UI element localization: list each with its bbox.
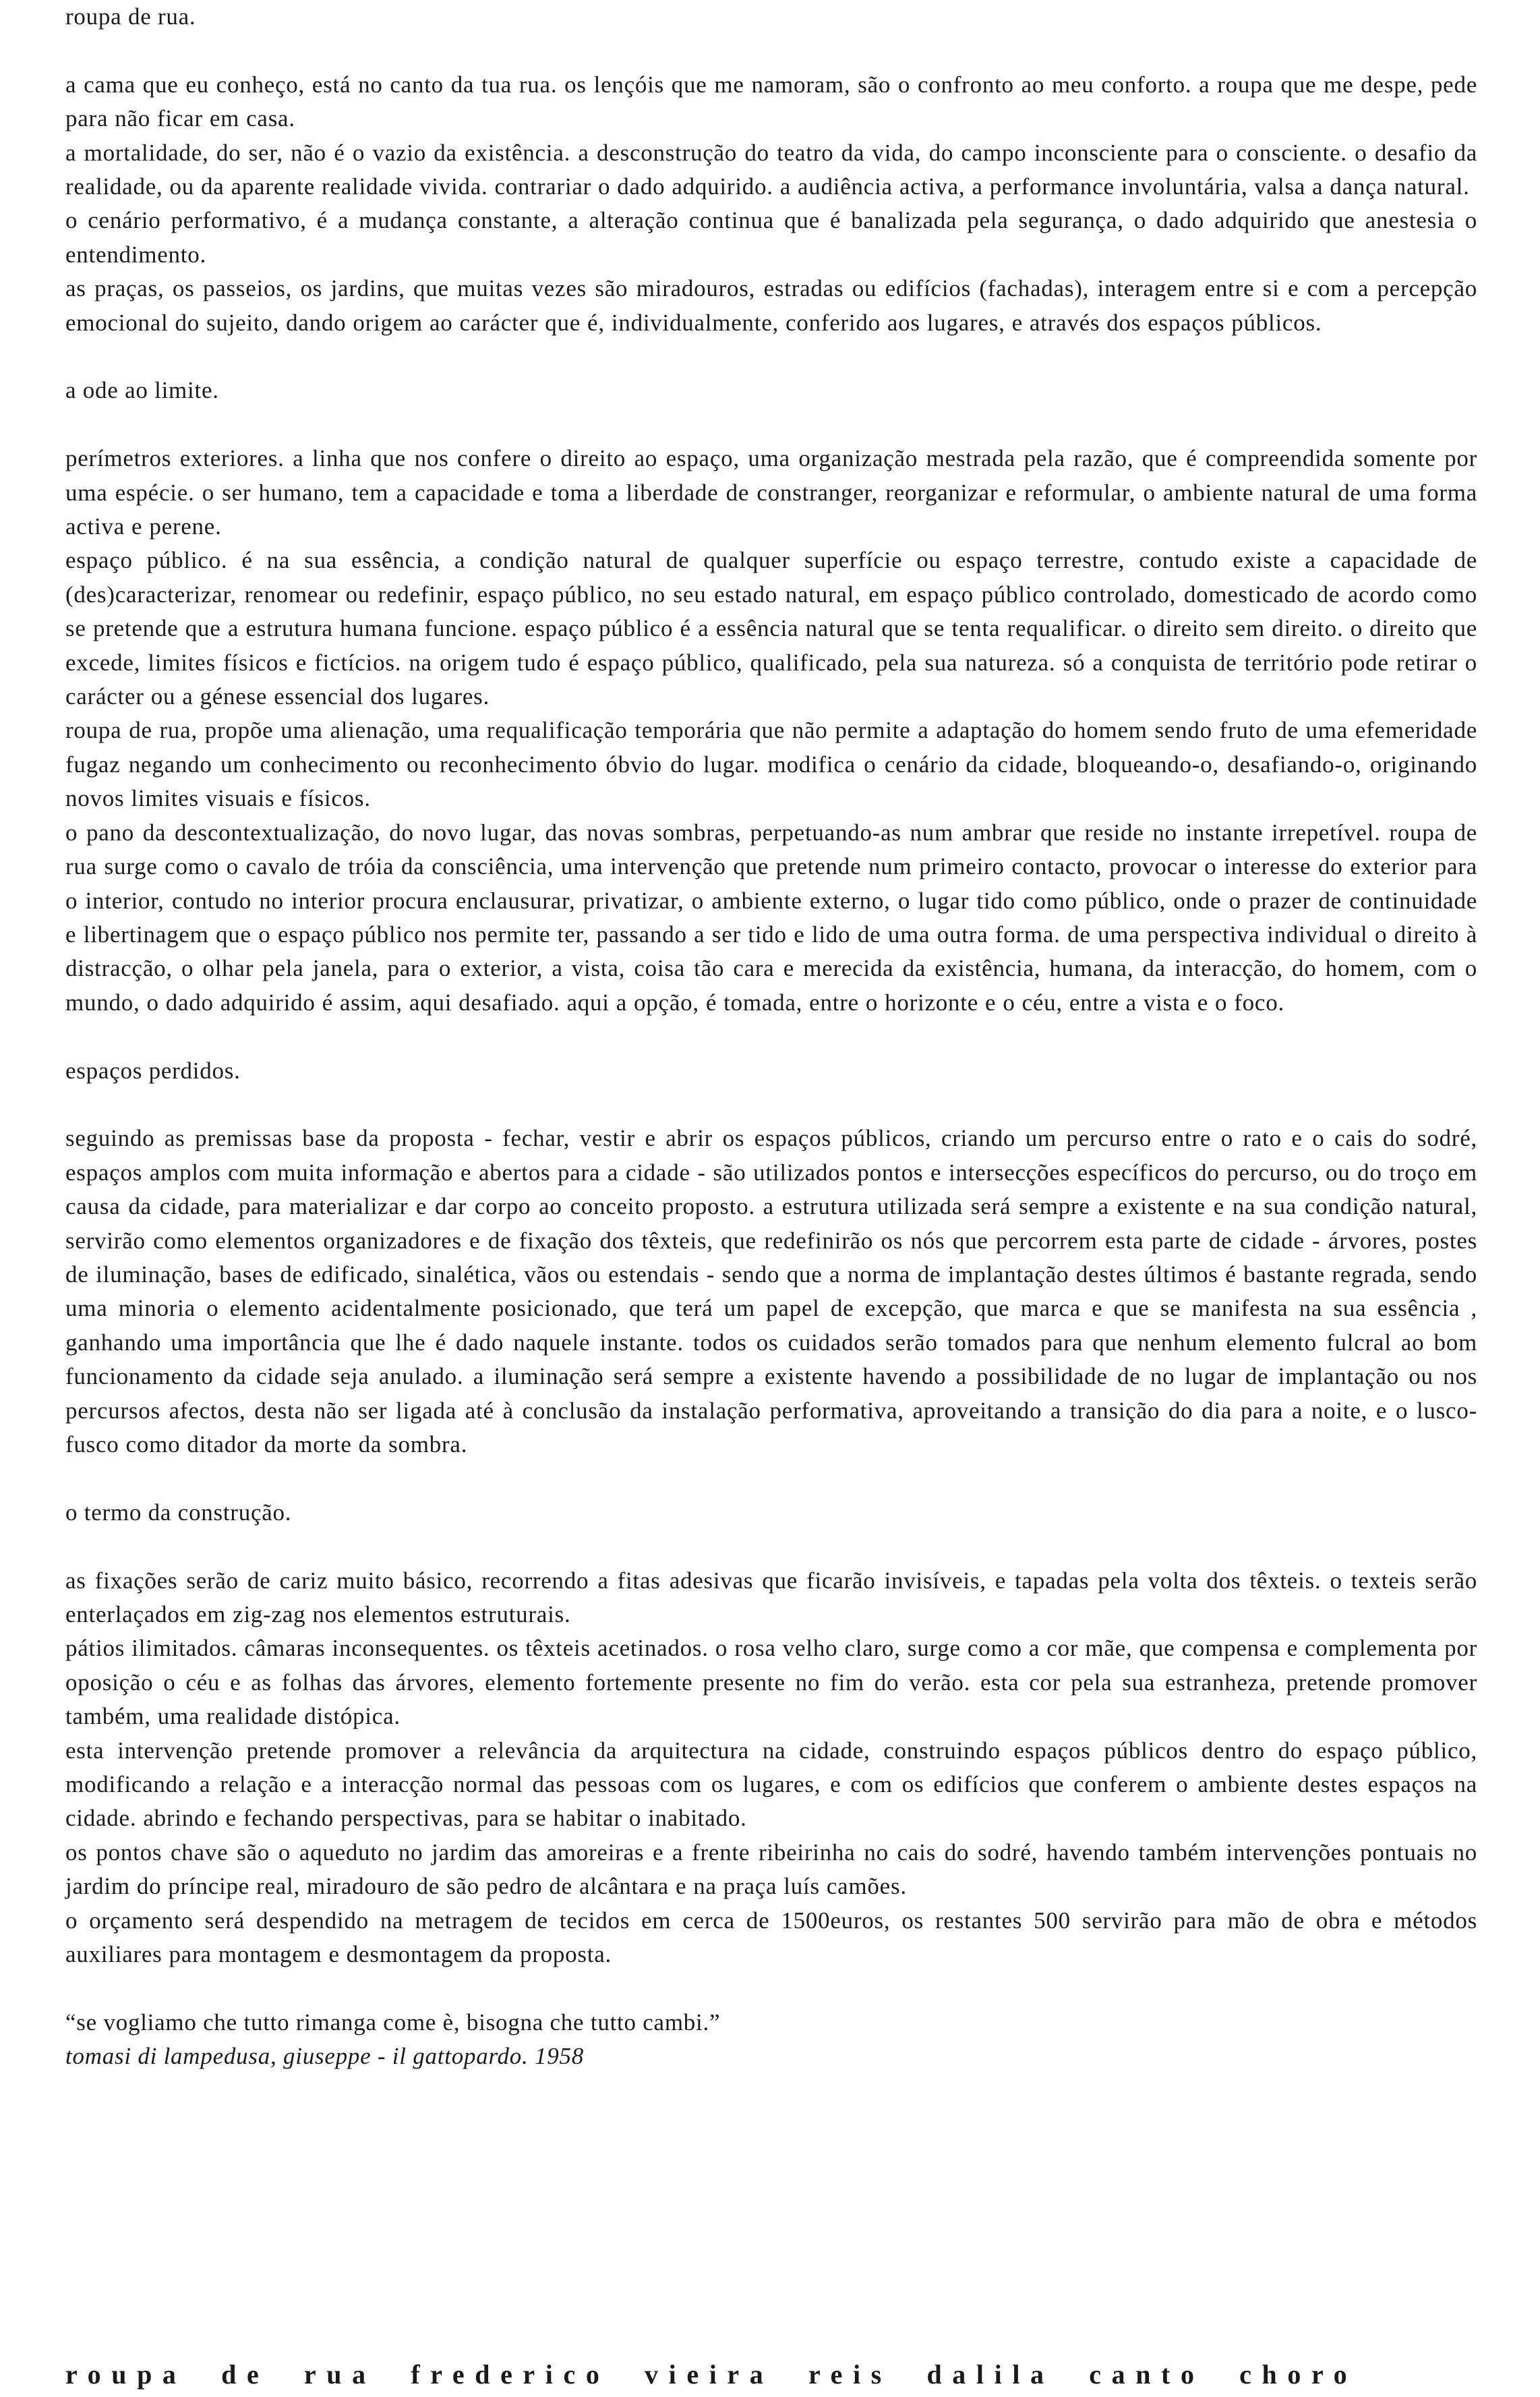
paragraph: o cenário performativo, é a mudança constante, a alteração continua que é banalizada pela segurança, o dado adquirido que anestesia o entendimento.: [65, 207, 1477, 268]
paragraph-gap: [65, 1530, 1477, 1563]
epigraph-quote: “se vogliamo che tutto rimanga come è, bisogna che tutto cambi.”: [65, 2009, 721, 2035]
paragraph: as praças, os passeios, os jardins, que muitas vezes são miradouros, estradas ou edifícios (fachadas), interagem entre si e com a percepção emocional do sujeito, dando origem ao carácter que é, individualmente, conferido aos lugares, e através dos espaços públicos.: [65, 275, 1477, 336]
epigraph-attribution: tomasi di lampedusa, giuseppe - il gattopardo. 1958: [65, 2043, 585, 2070]
section-heading-espacos-perdidos: espaços perdidos.: [65, 1057, 241, 1084]
paragraph: a cama que eu conheço, está no canto da tua rua. os lençóis que me namoram, são o confronto ao meu conforto. a roupa que me despe, pede para não ficar em casa.: [65, 71, 1477, 132]
paragraph: o orçamento será despendido na metragem de tecidos em cerca de 1500euros, os restantes 500 servirão para mão de obra e métodos auxiliares para montagem e desmontagem da proposta.: [65, 1907, 1477, 1968]
paragraph: os pontos chave são o aqueduto no jardim das amoreiras e a frente ribeirinha no cais do sodré, havendo também intervenções pontuais no jardim do príncipe real, miradouro de são pedro de alcântara e na praça luís camões.: [65, 1839, 1477, 1900]
paragraph: as fixações serão de cariz muito básico, recorrendo a fitas adesivas que ficarão invisíveis, e tapadas pela volta dos têxteis. o texteis serão enterlaçados em zig-zag nos elementos estruturais.: [65, 1567, 1477, 1627]
paragraph-gap: [65, 1088, 1477, 1122]
paragraph: perímetros exteriores. a linha que nos confere o direito ao espaço, uma organização mestrada pela razão, que é compreendida somente por uma espécie. o ser humano, tem a capacidade e toma a liberdade de constranger, reorganizar e reformular, o ambiente natural de uma forma activa e perene.: [65, 445, 1477, 540]
section-heading-ode-ao-limite: a ode ao limite.: [65, 377, 219, 404]
paragraph: o pano da descontextualização, do novo lugar, das novas sombras, perpetuando-as num ambrar que reside no instante irrepetível. roupa de rua surge como o cavalo de tróia da consciência, uma intervenção que pretende num primeiro contacto, provocar o interesse do exterior para o interior, contudo no interior procura enclausurar, privatizar, o ambiente externo, o lugar tido como público, onde o prazer de continuidade e libertinagem que o espaço público nos permite ter, passando a ser tido e lido de uma outra forma. de uma perspectiva individual o direito à distracção, o olhar pela janela, para o exterior, a vista, coisa tão cara e merecida da existência, humana, da interacção, do homem, com o mundo, o dado adquirido é assim, aqui desafiado. aqui a opção, é tomada, entre o horizonte e o céu, entre a vista e o foco.: [65, 819, 1477, 1016]
paragraph-gap: [65, 340, 1477, 374]
paragraph-gap: [65, 1971, 1477, 2005]
paragraph: a mortalidade, do ser, não é o vazio da existência. a desconstrução do teatro da vida, do campo inconsciente para o consciente. o desafio da realidade, ou da aparente realidade vivida. contrariar o dado adquirido. a audiência activa, a performance involuntária, valsa a dança natural.: [65, 139, 1477, 200]
paragraph: pátios ilimitados. câmaras inconsequentes. os têxteis acetinados. o rosa velho claro, surge como a cor mãe, que compensa e complementa por oposição o céu e as folhas das árvores, elemento fortemente presente no fim do verão. esta cor pela sua estranheza, pretende promover também, uma realidade distópica.: [65, 1635, 1477, 1730]
paragraph: espaço público. é na sua essência, a condição natural de qualquer superfície ou espaço terrestre, contudo existe a capacidade de (des)caracterizar, renomear ou redefinir, espaço público, no seu estado natural, em espaço público controlado, domesticado de acordo como se pretende que a estrutura humana funcione. espaço público é a essência natural que se tenta requalificar. o direito sem direito. o direito que excede, limites físicos e fictícios. na origem tudo é espaço público, qualificado, pela sua natureza. só a conquista de território pode retirar o carácter ou a génese essencial dos lugares.: [65, 547, 1477, 710]
paragraph: roupa de rua, propõe uma alienação, uma requalificação temporária que não permite a adaptação do homem sendo fruto de uma efemeridade fugaz negando um conhecimento ou reconhecimento óbvio do lugar. modifica o cenário da cidade, bloqueando-o, desafiando-o, originando novos limites visuais e físicos.: [65, 717, 1477, 812]
footer-credits: roupa de rua frederico vieira reis dalila canto choro: [65, 2359, 1358, 2390]
paragraph: seguindo as premissas base da proposta - fechar, vestir e abrir os espaços públicos, criando um percurso entre o rato e o cais do sodré, espaços amplos com muita informação e abertos para a cidade - são utilizados pontos e intersecções específicos do percurso, ou do troço em causa da cidade, para materializar e dar corpo ao conceito proposto. a estrutura utilizada será sempre a existente e na sua condição natural, servirão como elementos organizadores e de fixação dos têxteis, que redefinirão os nós que percorrem esta parte de cidade - árvores, postes de iluminação, bases de edificado, sinalética, vãos ou estendais - sendo que a norma de implantação destes últimos é bastante regrada, sendo uma minoria o elemento acidentalmente posicionado, que terá um papel de excepção, que marca e que se manifesta na sua essência , ganhando uma importância que lhe é dado naquele instante. todos os cuidados serão tomados para que nenhum elemento fulcral ao bom funcionamento da cidade seja anulado. a iluminação será sempre a existente havendo a possibilidade de no lugar de implantação ou nos percursos afectos, desta não ser ligada até à conclusão da instalação performativa, aproveitando a transição do dia para a noite, e o lusco-fusco como ditador da morte da sombra.: [65, 1125, 1477, 1457]
paragraph-gap: [65, 1020, 1477, 1053]
document-body: [65, 0, 1477, 2074]
paragraph: esta intervenção pretende promover a relevância da arquitectura na cidade, construindo espaços públicos dentro do espaço público, modificando a relação e a interacção normal das pessoas com os lugares, e com os edifícios que conferem o ambiente destes espaços na cidade. abrindo e fechando perspectivas, para se habitar o inabitado.: [65, 1737, 1477, 1832]
paragraph-gap: [65, 1462, 1477, 1495]
paragraph-gap: [65, 408, 1477, 442]
section-heading-roupa-de-rua: roupa de rua.: [65, 3, 196, 30]
section-heading-termo-da-construcao: o termo da construção.: [65, 1499, 292, 1526]
paragraph-gap: [65, 34, 1477, 67]
